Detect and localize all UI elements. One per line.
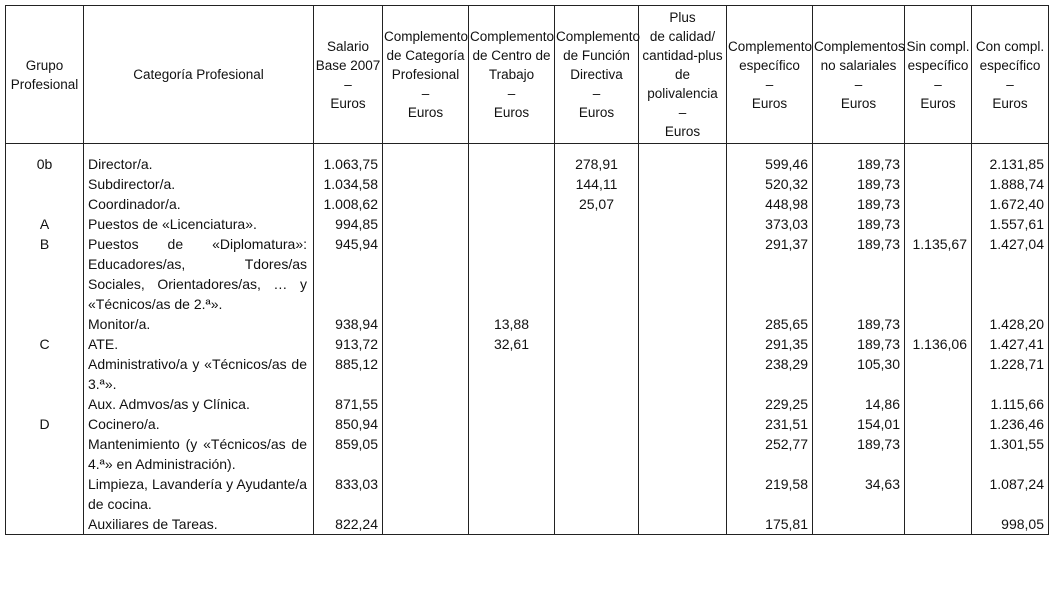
cell-categoria: Limpieza, Lavandería y Ayudante/a de cocina. — [84, 474, 314, 514]
table-row — [6, 354, 1049, 394]
cell-categoria: Auxiliares de Tareas. — [84, 514, 314, 535]
column-header-line: Euros — [992, 95, 1028, 111]
cell-plus — [639, 434, 727, 474]
cell-grupo: A — [6, 214, 84, 234]
cell-comp_centro — [469, 214, 555, 234]
cell-salario: 913,72 — [314, 334, 383, 354]
column-header-line: – — [421, 86, 430, 101]
cell-salario: 1.008,62 — [314, 194, 383, 214]
header-row — [6, 6, 1049, 144]
cell-sin — [905, 144, 972, 175]
table-body — [6, 144, 1049, 535]
column-header-line: Sin compl. — [906, 38, 970, 54]
cell-comp_cat — [383, 414, 469, 434]
column-header-line: específico — [907, 57, 969, 73]
cell-comp_esp: 291,35 — [727, 334, 813, 354]
cell-sin — [905, 434, 972, 474]
cell-comp_funcion: 144,11 — [555, 174, 639, 194]
column-header-line: Profesional — [391, 67, 460, 82]
cell-comp_esp: 238,29 — [727, 354, 813, 394]
cell-comp_cat — [383, 434, 469, 474]
cell-comp_esp: 285,65 — [727, 314, 813, 334]
cell-comp_centro — [469, 174, 555, 194]
cell-comp_nosal: 189,73 — [813, 144, 905, 175]
cell-comp_nosal: 189,73 — [813, 214, 905, 234]
cell-comp_centro — [469, 194, 555, 214]
cell-salario: 1.063,75 — [314, 144, 383, 175]
cell-comp_cat — [383, 394, 469, 414]
cell-plus — [639, 314, 727, 334]
cell-sin — [905, 174, 972, 194]
cell-grupo: B — [6, 234, 84, 314]
cell-comp_centro — [469, 434, 555, 474]
cell-salario: 994,85 — [314, 214, 383, 234]
column-header-line: Euros — [664, 124, 701, 139]
cell-plus — [639, 514, 727, 535]
column-header-line: Euros — [578, 105, 615, 120]
column-header-line: Trabajo — [488, 67, 535, 82]
cell-comp_funcion — [555, 434, 639, 474]
cell-categoria: Cocinero/a. — [84, 414, 314, 434]
column-header-categoria — [84, 6, 314, 144]
column-header-line: – — [678, 105, 687, 120]
cell-comp_funcion — [555, 474, 639, 514]
cell-comp_centro — [469, 394, 555, 414]
cell-comp_esp: 175,81 — [727, 514, 813, 535]
cell-grupo: 0b — [6, 144, 84, 175]
cell-con: 1.301,55 — [972, 434, 1049, 474]
column-header-line: Complemento — [384, 29, 469, 44]
cell-comp_esp: 219,58 — [727, 474, 813, 514]
cell-comp_nosal: 189,73 — [813, 234, 905, 314]
cell-grupo — [6, 174, 84, 194]
column-header-line: Con compl. — [975, 38, 1045, 54]
column-header-line: no salariales — [820, 57, 897, 73]
cell-comp_nosal: 189,73 — [813, 434, 905, 474]
cell-con: 1.115,66 — [972, 394, 1049, 414]
cell-con: 1.428,20 — [972, 314, 1049, 334]
cell-comp_cat — [383, 314, 469, 334]
cell-con: 1.427,41 — [972, 334, 1049, 354]
cell-plus — [639, 354, 727, 394]
table-row — [6, 474, 1049, 514]
cell-plus — [639, 414, 727, 434]
cell-categoria: Subdirector/a. — [84, 174, 314, 194]
column-header-line: – — [592, 86, 601, 101]
cell-sin — [905, 414, 972, 434]
cell-salario: 859,05 — [314, 434, 383, 474]
column-header-line: de Centro de — [472, 48, 551, 63]
column-header-line: Euros — [493, 105, 530, 120]
cell-comp_funcion: 278,91 — [555, 144, 639, 175]
column-header-line: específico — [739, 57, 800, 73]
cell-grupo — [6, 434, 84, 474]
cell-plus — [639, 174, 727, 194]
column-header-line: Salario — [326, 38, 370, 54]
cell-comp_nosal: 189,73 — [813, 194, 905, 214]
column-header-line: – — [1006, 76, 1014, 92]
column-header-line: Complemento — [556, 29, 641, 44]
cell-con: 1.236,46 — [972, 414, 1049, 434]
cell-categoria: Mantenimiento (y «Técnicos/as de 4.ª» en Administración). — [84, 434, 314, 474]
cell-comp_esp: 231,51 — [727, 414, 813, 434]
cell-comp_centro: 13,88 — [469, 314, 555, 334]
cell-comp_funcion — [555, 334, 639, 354]
column-header-plus — [639, 6, 727, 144]
cell-categoria: Coordinador/a. — [84, 194, 314, 214]
cell-comp_funcion: 25,07 — [555, 194, 639, 214]
table-row — [6, 314, 1049, 334]
column-header-line: Plus — [669, 10, 696, 25]
cell-comp_nosal: 14,86 — [813, 394, 905, 414]
column-header-line: – — [934, 76, 942, 92]
column-header-line: – — [507, 86, 516, 101]
cell-grupo — [6, 354, 84, 394]
cell-grupo — [6, 514, 84, 535]
cell-sin — [905, 514, 972, 535]
cell-salario: 833,03 — [314, 474, 383, 514]
table-row — [6, 144, 1049, 175]
table-row — [6, 334, 1049, 354]
column-header-line: Profesional — [10, 76, 79, 92]
cell-comp_centro — [469, 474, 555, 514]
cell-con: 1.427,04 — [972, 234, 1049, 314]
cell-plus — [639, 214, 727, 234]
table-row — [6, 234, 1049, 314]
cell-comp_nosal: 154,01 — [813, 414, 905, 434]
cell-comp_centro — [469, 234, 555, 314]
column-header-line: Complemento — [470, 29, 555, 44]
cell-categoria: Puestos de «Diplomatura»: Educadores/as, Tdores/as Sociales, Orientadores/as, … y «Técnicos/as de 2.ª». — [84, 234, 314, 314]
cell-comp_cat — [383, 214, 469, 234]
cell-categoria: Aux. Admvos/as y Clínica. — [84, 394, 314, 414]
cell-con: 2.131,85 — [972, 144, 1049, 175]
column-header-con — [972, 6, 1049, 144]
column-header-line: Complemento — [728, 38, 813, 54]
column-header-line: Complementos — [814, 38, 905, 54]
cell-comp_cat — [383, 354, 469, 394]
column-header-comp_nosal — [813, 6, 905, 144]
cell-comp_centro — [469, 144, 555, 175]
cell-sin: 1.136,06 — [905, 334, 972, 354]
column-header-comp_centro — [469, 6, 555, 144]
column-header-line: cantidad-plus — [642, 48, 723, 63]
cell-plus — [639, 144, 727, 175]
cell-categoria: Director/a. — [84, 144, 314, 175]
cell-sin: 1.135,67 — [905, 234, 972, 314]
cell-comp_esp: 520,32 — [727, 174, 813, 194]
table-row — [6, 394, 1049, 414]
cell-comp_centro — [469, 414, 555, 434]
cell-comp_cat — [383, 194, 469, 214]
cell-categoria: Monitor/a. — [84, 314, 314, 334]
cell-grupo: C — [6, 334, 84, 354]
cell-con: 1.087,24 — [972, 474, 1049, 514]
cell-comp_nosal: 34,63 — [813, 474, 905, 514]
column-header-sin — [905, 6, 972, 144]
cell-comp_esp: 229,25 — [727, 394, 813, 414]
cell-comp_esp: 252,77 — [727, 434, 813, 474]
cell-grupo: D — [6, 414, 84, 434]
column-header-line: Euros — [751, 95, 788, 111]
column-header-line: Euros — [407, 105, 444, 120]
cell-comp_centro — [469, 354, 555, 394]
cell-salario: 885,12 — [314, 354, 383, 394]
cell-comp_cat — [383, 474, 469, 514]
cell-salario: 850,94 — [314, 414, 383, 434]
cell-salario: 938,94 — [314, 314, 383, 334]
cell-salario: 871,55 — [314, 394, 383, 414]
cell-comp_nosal: 105,30 — [813, 354, 905, 394]
cell-comp_funcion — [555, 514, 639, 535]
table-row — [6, 194, 1049, 214]
cell-comp_cat — [383, 334, 469, 354]
cell-sin — [905, 314, 972, 334]
column-header-comp_esp — [727, 6, 813, 144]
cell-categoria: ATE. — [84, 334, 314, 354]
column-header-line: – — [854, 76, 863, 92]
cell-plus — [639, 394, 727, 414]
column-header-line: Euros — [840, 95, 877, 111]
cell-comp_esp: 448,98 — [727, 194, 813, 214]
cell-sin — [905, 474, 972, 514]
table-row — [6, 214, 1049, 234]
cell-comp_cat — [383, 144, 469, 175]
column-header-line: Euros — [920, 95, 956, 111]
cell-comp_cat — [383, 514, 469, 535]
column-header-line: Euros — [330, 95, 366, 111]
cell-comp_nosal: 189,73 — [813, 174, 905, 194]
column-header-salario — [314, 6, 383, 144]
cell-comp_esp: 373,03 — [727, 214, 813, 234]
column-header-line: de polivalencia — [647, 67, 718, 101]
cell-sin — [905, 354, 972, 394]
cell-grupo — [6, 314, 84, 334]
cell-comp_cat — [383, 234, 469, 314]
cell-comp_funcion — [555, 394, 639, 414]
cell-salario: 945,94 — [314, 234, 383, 314]
salary-table — [5, 5, 1049, 535]
column-header-line: – — [344, 76, 352, 92]
cell-comp_funcion — [555, 214, 639, 234]
cell-categoria: Administrativo/a y «Técnicos/as de 3.ª». — [84, 354, 314, 394]
cell-comp_funcion — [555, 314, 639, 334]
table-row — [6, 434, 1049, 474]
cell-comp_cat — [383, 174, 469, 194]
cell-comp_nosal — [813, 514, 905, 535]
cell-salario: 1.034,58 — [314, 174, 383, 194]
cell-comp_nosal: 189,73 — [813, 334, 905, 354]
cell-grupo — [6, 194, 84, 214]
cell-con: 1.888,74 — [972, 174, 1049, 194]
cell-salario: 822,24 — [314, 514, 383, 535]
cell-con: 1.672,40 — [972, 194, 1049, 214]
cell-comp_nosal: 189,73 — [813, 314, 905, 334]
cell-plus — [639, 234, 727, 314]
cell-comp_centro: 32,61 — [469, 334, 555, 354]
cell-comp_funcion — [555, 234, 639, 314]
table-row — [6, 174, 1049, 194]
cell-plus — [639, 334, 727, 354]
column-header-line: – — [765, 76, 774, 92]
cell-con: 998,05 — [972, 514, 1049, 535]
table-row — [6, 514, 1049, 535]
cell-comp_funcion — [555, 414, 639, 434]
column-header-line: de calidad/ — [649, 29, 716, 44]
column-header-comp_cat — [383, 6, 469, 144]
column-header-grupo — [6, 6, 84, 144]
cell-plus — [639, 474, 727, 514]
cell-sin — [905, 214, 972, 234]
cell-con: 1.557,61 — [972, 214, 1049, 234]
column-header-comp_funcion — [555, 6, 639, 144]
cell-grupo — [6, 394, 84, 414]
column-header-line: específico — [979, 57, 1041, 73]
cell-con: 1.228,71 — [972, 354, 1049, 394]
column-header-line: Directiva — [570, 67, 623, 82]
cell-plus — [639, 194, 727, 214]
table-row — [6, 414, 1049, 434]
column-header-line: de Categoría — [386, 48, 465, 63]
column-header-line: Categoría Profesional — [133, 67, 264, 82]
column-header-line: Base 2007 — [315, 57, 381, 73]
cell-categoria: Puestos de «Licenciatura». — [84, 214, 314, 234]
cell-comp_funcion — [555, 354, 639, 394]
cell-grupo — [6, 474, 84, 514]
cell-sin — [905, 394, 972, 414]
cell-comp_esp: 291,37 — [727, 234, 813, 314]
cell-comp_centro — [469, 514, 555, 535]
column-header-line: de Función — [563, 48, 630, 63]
column-header-line: Grupo — [25, 57, 64, 73]
cell-comp_esp: 599,46 — [727, 144, 813, 175]
cell-sin — [905, 194, 972, 214]
